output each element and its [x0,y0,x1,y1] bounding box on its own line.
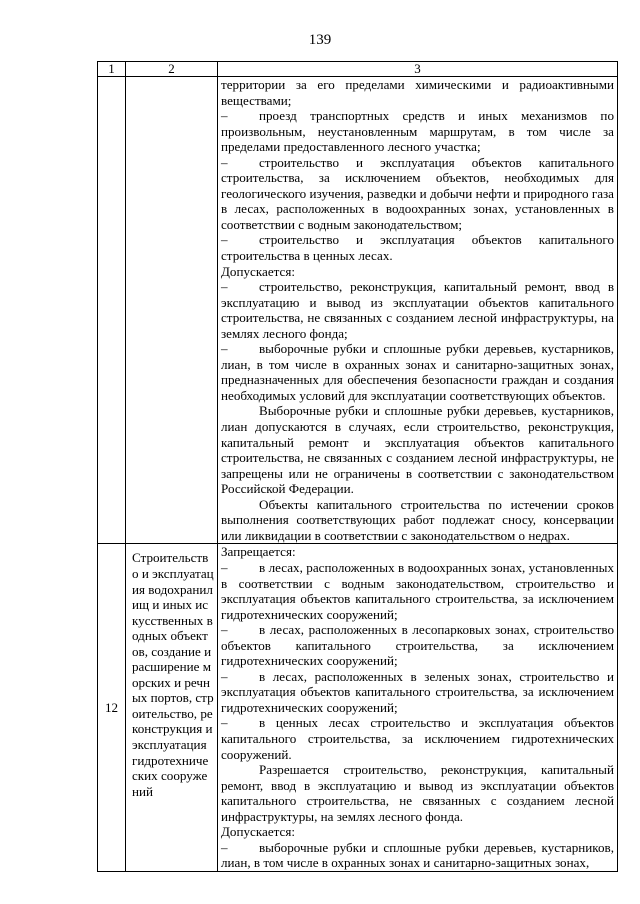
list-dash: – [221,108,228,124]
paragraph [221,560,614,622]
list-dash: – [221,559,228,575]
paragraph [221,232,614,263]
paragraph: Выборочные рубки и сплошные рубки деревьев, кустарников, лиан допускаются в случаях, если строительство, реконструкция, капитальный ремонт и эксплуатация объектов капитального строительства, не связанных с созданием лесной инфраструктуры, не запрещены или не ограничены в соответствии с законодательством Российской Федерации. [221,403,614,497]
list-dash: – [221,232,228,248]
paragraph [221,155,614,233]
list-dash: – [221,622,228,638]
header-cell-2: 2 [126,62,218,77]
object-name: Строительство и эксплуатация водохранилищ и иных искусственных водных объектов, создание и расширение морских и речных портов, строительство, реконструкция и эксплуатация гидротехнических сооружений [132,550,214,799]
paragraph [221,279,614,341]
paragraph-text: в лесах, расположенных в водоохранных зонах, установленных в соответствии с водным законодательством, строительство и эксплуатация объектов капитального строительства, за исключением гидротехнических сооружений; [221,559,614,622]
paragraph: Разрешается строительство, реконструкция, капитальный ремонт, ввод в эксплуатацию и вывод из эксплуатации объектов капитального строительства, не связанных с созданием лесной инфраструктуры, на землях лесного фонда. [221,762,614,824]
paragraph [221,840,614,871]
regulation-table [97,61,618,872]
section-heading: Запрещается: [221,544,296,560]
paragraph-text: в лесах, расположенных в лесопарковых зонах, строительство объектов капитального строительства, за исключением гидротехнических сооружений; [221,622,614,669]
paragraph-text: выборочные рубки и сплошные рубки деревьев, кустарников, лиан, в том числе в охранных зонах и санитарно-защитных зонах, [221,839,614,871]
paragraph-text: строительство и эксплуатация объектов капитального строительства, за исключением объектов, необходимых для геологического изучения, разведки и добычи нефти и природного газа в лесах, расположенных в водоохранных зонах, установленных в соответствии с водным законодательством; [221,154,614,232]
paragraph-text: выборочные рубки и сплошные рубки деревьев, кустарников, лиан, в том числе в охранных зонах и санитарно-защитных зонах, предназначенных для обеспечения безопасности граждан и создания необходимых условий для эксплуатации соответствующих объектов. [221,341,614,403]
table-row [98,544,618,871]
paragraph-text: в лесах, расположенных в зеленых зонах, строительство и эксплуатация объектов капитального строительства, за исключением гидротехнических сооружений; [221,668,614,715]
row-object [126,77,218,544]
row-object [126,544,218,871]
page-number: 139 [308,32,332,48]
list-dash: – [221,715,228,731]
section-heading: Допускается: [221,263,295,279]
row-number: 12 [98,544,126,871]
paragraph-text: строительство и эксплуатация объектов капитального строительства в ценных лесах. [221,232,614,264]
paragraph [221,341,614,403]
paragraph-text: в ценных лесах строительство и эксплуатация объектов капитального строительства, за исключением гидротехнических сооружений. [221,715,614,762]
header-cell-3: 3 [218,62,618,77]
list-dash: – [221,668,228,684]
row-requirements [218,77,618,544]
paragraph: территории за его пределами химическими и радиоактивными веществами; [221,77,614,108]
requirements-text [221,77,614,543]
paragraph: Объекты капитального строительства по истечении сроков выполнения соответствующих работ подлежат сносу, консервации или ликвидации в соответствии с законодательством о недрах. [221,496,614,543]
list-dash: – [221,341,228,357]
paragraph [221,108,614,155]
row-requirements [218,544,618,871]
header-cell-1: 1 [98,62,126,77]
paragraph [221,669,614,716]
paragraph [221,715,614,762]
row-number [98,77,126,544]
section-heading: Допускается: [221,824,295,840]
list-dash: – [221,154,228,170]
requirements-text [221,544,614,870]
paragraph-text: строительство, реконструкция, капитальный ремонт, ввод в эксплуатацию и вывод из эксплуатации объектов капитального строительства, не связанных с созданием лесной инфраструктуры, на землях лесного фонда; [221,279,614,341]
table-row [98,77,618,544]
list-dash: – [221,839,228,855]
list-dash: – [221,279,228,295]
paragraph [221,622,614,669]
paragraph-text: проезд транспортных средств и иных механизмов по произвольным, неустановленным маршрутам, в том числе за пределами предоставленного лесного участка; [221,108,614,155]
table-header-row [98,62,618,77]
